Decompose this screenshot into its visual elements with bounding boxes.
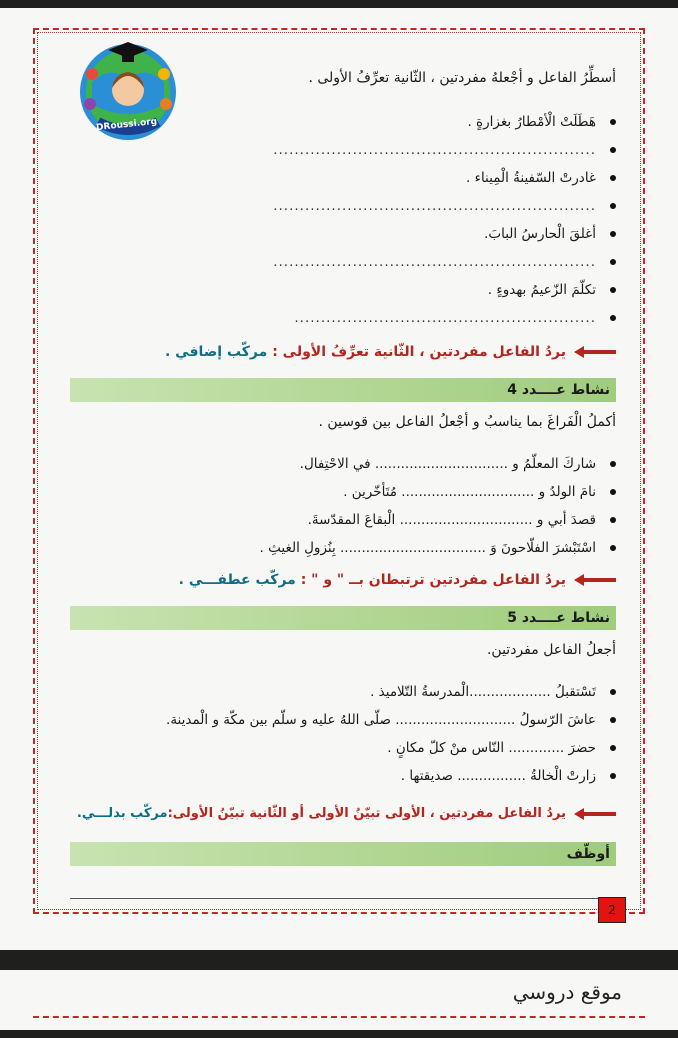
employ-header: أوظّف bbox=[70, 842, 616, 866]
next-page-border bbox=[33, 1016, 645, 1038]
list-item: عاشَ الرّسولُ ............................ صلّى اللهُ عليه و سلّم بين مكّة و الْمدينة. bbox=[166, 712, 616, 728]
rule-note: يردُ الفاعل مفردتين ، الثّانية تعرِّفُ الأولى : مركّب إضافي . bbox=[165, 344, 616, 360]
footer-divider bbox=[70, 898, 598, 899]
bullet-icon bbox=[610, 773, 616, 779]
bullet-icon bbox=[610, 175, 616, 181]
bullet-icon bbox=[610, 287, 616, 293]
list-item: ......................................................... bbox=[294, 310, 616, 326]
logo-text: DRoussi.org bbox=[95, 116, 158, 134]
list-item: أغلقَ الْحارسُ البابَ. bbox=[484, 226, 616, 242]
rule-note: يردُ الفاعل مفردتين ، الأولى تبيّنُ الأولى أو الثّانية تبيّنُ الأولى: مركّب بدلـــي. bbox=[77, 806, 616, 821]
list-item: قصدَ أبي و ............................... الْبقاعَ المقدّسةَ. bbox=[308, 512, 616, 528]
bullet-icon bbox=[610, 315, 616, 321]
page-number: 2 bbox=[598, 897, 626, 923]
bullet-icon bbox=[610, 517, 616, 523]
list-item: تكلّمَ الزّعيمُ بهدوءٍ . bbox=[488, 282, 616, 298]
arrow-left-icon bbox=[574, 808, 616, 820]
bullet-icon bbox=[610, 259, 616, 265]
next-page-title: موقع دروسي bbox=[512, 980, 622, 1004]
list-item: تَسْتقبلُ ...................الْمدرسةُ التّلاميذ . bbox=[370, 684, 616, 700]
bullet-icon bbox=[610, 119, 616, 125]
list-item: هَطَلَتْ الْأمْطارُ بغزارةٍ . bbox=[467, 114, 616, 130]
bullet-icon bbox=[610, 147, 616, 153]
section3-instruction: أسطِّرُ الفاعل و أجْعلهُ مفردتين ، الثّانية تعرِّفُ الأولى . bbox=[308, 70, 616, 86]
activity5-header: نشاط عــــدد 5 bbox=[70, 606, 616, 630]
list-item: ............................................................. bbox=[273, 198, 616, 214]
bullet-icon bbox=[610, 489, 616, 495]
list-item: حضرَ ............. النّاس منْ كلّ مكانٍ . bbox=[387, 740, 616, 756]
arrow-left-icon bbox=[574, 574, 616, 586]
bullet-icon bbox=[610, 717, 616, 723]
bullet-icon bbox=[610, 203, 616, 209]
bullet-icon bbox=[610, 545, 616, 551]
list-item: ............................................................. bbox=[273, 142, 616, 158]
list-item: زارتْ الْخالةُ ................ صديقتها . bbox=[401, 768, 616, 784]
list-item: اسْتَبْشرَ الفلّاحونَ وَ .................................. بِنُزولِ الغيثِ . bbox=[260, 540, 616, 556]
bullet-icon bbox=[610, 689, 616, 695]
bullet-icon bbox=[610, 231, 616, 237]
list-item: شاركَ المعلّمُ و ............................... في الاحْتِفال. bbox=[300, 456, 616, 472]
list-item: ............................................................. bbox=[273, 254, 616, 270]
bullet-icon bbox=[610, 461, 616, 467]
activity4-header: نشاط عــــدد 4 bbox=[70, 378, 616, 402]
list-item: نامَ الولدُ و ............................... مُتَأخّرين . bbox=[343, 484, 616, 500]
bullet-icon bbox=[610, 745, 616, 751]
list-item: غادرتْ السّفينةُ الْمِيناء . bbox=[466, 170, 616, 186]
activity4-instruction: أكملُ الْفَراغَ بما يناسبُ و أجْعلُ الفاعل بين قوسين . bbox=[318, 414, 616, 430]
rule-note: يردُ الفاعل مفردتين ترتبطان بــ " و " : مركّب عطفـــي . bbox=[179, 572, 616, 588]
activity5-instruction: أجعلُ الفاعل مفردتين. bbox=[486, 642, 616, 658]
arrow-left-icon bbox=[574, 346, 616, 358]
